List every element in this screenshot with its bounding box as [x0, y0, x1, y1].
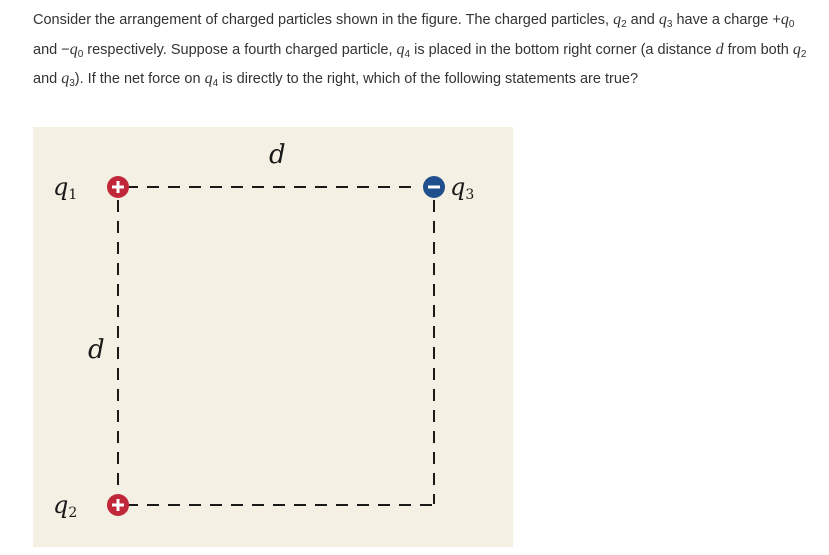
q4-symbol: q: [396, 40, 405, 58]
question-segment: and: [33, 71, 62, 87]
question-segment: Consider the arrangement of charged particles shown in the figure. The charged particles,: [33, 12, 614, 28]
q3-symbol: q: [61, 70, 70, 87]
d-symbol: d: [715, 40, 724, 58]
q4-symbol: q: [204, 70, 213, 87]
question-segment: from both: [723, 41, 793, 58]
question-segment: and: [626, 12, 659, 28]
question-segment: have a charge +: [672, 12, 781, 28]
q0-subscript: 0: [788, 19, 795, 30]
q3-subscript: 3: [69, 78, 75, 89]
question-text: [33, 8, 813, 97]
q0-subscript: 0: [77, 48, 84, 60]
top-distance-label: d: [269, 140, 286, 170]
question-segment: and −: [33, 41, 70, 58]
question-paragraph: [33, 8, 813, 97]
left-distance-label: d: [88, 335, 105, 365]
q2-symbol: q: [613, 11, 622, 28]
question-segment: respectively. Suppose a fourth charged particle,: [83, 41, 397, 58]
q2-subscript: 2: [800, 48, 807, 60]
q2-label: q2: [53, 491, 78, 521]
q2-subscript: 2: [621, 19, 627, 30]
q3-negative-charge: [423, 176, 445, 198]
q3-symbol: q: [658, 11, 667, 28]
figure-svg: [33, 127, 513, 547]
q4-subscript: 4: [212, 78, 219, 89]
question-segment: is directly to the right, which of the following statements are true?: [218, 71, 639, 87]
q2-symbol: q: [792, 40, 801, 58]
q3-label: q3: [450, 173, 475, 203]
square-outline: [118, 187, 435, 505]
question-segment: is placed in the bottom right corner (a distance: [410, 41, 716, 58]
q0-symbol: q: [780, 11, 789, 28]
q0-symbol: q: [69, 40, 78, 58]
q1-positive-charge: [107, 176, 129, 198]
q3-subscript: 3: [666, 19, 673, 30]
charge-arrangement-figure: [33, 127, 513, 547]
q1-label: q1: [53, 173, 78, 203]
q4-subscript: 4: [404, 48, 411, 60]
q2-positive-charge: [107, 494, 129, 516]
question-segment: ). If the net force on: [74, 71, 205, 87]
